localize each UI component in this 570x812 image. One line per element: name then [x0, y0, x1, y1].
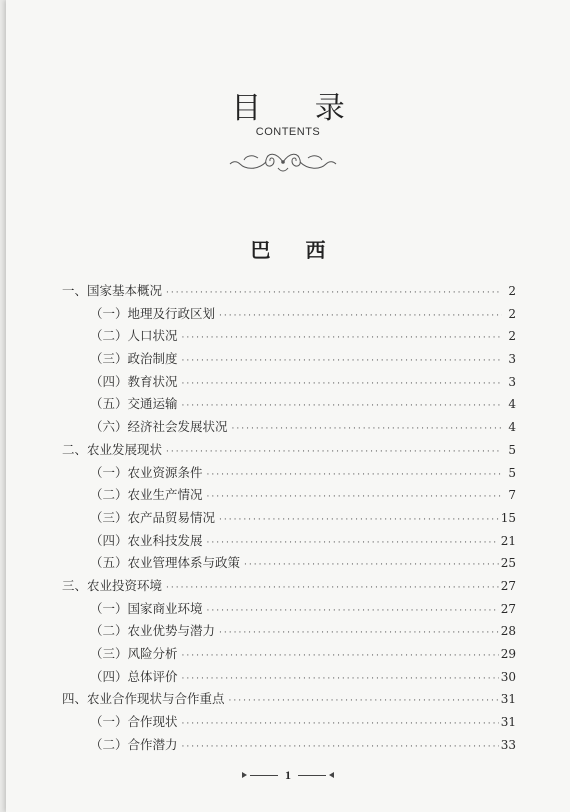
toc-section-row[interactable] [62, 462, 516, 485]
toc-entry-label: （三）农产品贸易情况 [90, 509, 216, 525]
toc-chapter-row[interactable] [62, 575, 516, 598]
toc-dot-leader [232, 418, 502, 441]
toc-entry-label: （二）农业优势与潜力 [90, 623, 216, 639]
toc-section-row[interactable] [62, 552, 516, 575]
flourish-ornament-icon [228, 148, 338, 176]
toc-page-number: 27 [500, 601, 516, 616]
toc-dot-leader [182, 736, 499, 759]
toc-dot-leader [182, 395, 502, 418]
toc-section-row[interactable] [62, 303, 516, 326]
toc-entry-label: （一）地理及行政区划 [90, 305, 216, 321]
toc-dot-leader [207, 600, 499, 623]
toc-page-number: 2 [508, 329, 516, 344]
toc-entry-label: 一、国家基本概况 [62, 283, 163, 298]
toc-dot-leader [219, 305, 502, 328]
toc-page-number: 4 [508, 397, 516, 412]
toc-section-row[interactable] [62, 507, 516, 530]
toc-section-row[interactable] [62, 666, 516, 689]
toc-page-number: 2 [508, 306, 516, 321]
page-footer [6, 766, 570, 782]
toc-section-row[interactable] [62, 371, 516, 394]
toc-dot-leader [207, 486, 502, 509]
toc-dot-leader [182, 327, 502, 350]
toc-dot-leader [166, 441, 502, 464]
toc-page-number: 5 [508, 465, 516, 480]
table-of-contents [62, 280, 516, 756]
toc-page-number: 29 [500, 647, 516, 661]
toc-page-number: 15 [500, 510, 516, 525]
toc-page-number: 27 [500, 578, 516, 593]
toc-entry-label: （二）农业生产情况 [90, 487, 203, 503]
toc-entry-label: （一）合作现状 [90, 714, 178, 730]
toc-dot-leader [166, 282, 502, 305]
toc-section-row[interactable] [62, 530, 516, 553]
toc-dot-leader [207, 464, 502, 487]
footer-right-rule [298, 775, 326, 776]
toc-page-number: 25 [500, 556, 516, 571]
toc-section-row[interactable] [62, 711, 516, 734]
footer-left-rule [250, 775, 278, 776]
toc-dot-leader [219, 509, 499, 532]
toc-chapter-row[interactable] [62, 688, 516, 711]
toc-chapter-row[interactable] [62, 280, 516, 303]
page-subtitle: CONTENTS [255, 126, 321, 138]
toc-page-number: 5 [508, 442, 516, 457]
toc-entry-label: 二、农业发展现状 [62, 441, 163, 457]
toc-entry-label: （五）交通运输 [90, 396, 178, 412]
toc-entry-label: （六）经济社会发展状况 [90, 419, 228, 435]
toc-dot-leader [219, 622, 499, 645]
toc-dot-leader [229, 690, 499, 713]
toc-dot-leader [244, 554, 499, 577]
footer-right-arrow-icon [329, 772, 334, 778]
toc-entry-label: （三）政治制度 [90, 351, 178, 367]
toc-entry-label: （五）农业管理体系与政策 [90, 555, 241, 571]
toc-page-number: 3 [508, 374, 516, 389]
toc-section-row[interactable] [62, 598, 516, 621]
toc-section-row[interactable] [62, 643, 516, 666]
toc-entry-label: （二）人口状况 [90, 328, 178, 344]
toc-section-row[interactable] [62, 484, 516, 507]
toc-page-number: 2 [508, 284, 516, 298]
toc-entry-label: （一）农业资源条件 [90, 464, 203, 480]
toc-page-number: 7 [508, 488, 516, 503]
toc-dot-leader [182, 645, 499, 668]
toc-dot-leader [182, 713, 499, 736]
toc-section-row[interactable] [62, 393, 516, 416]
toc-dot-leader [207, 532, 499, 555]
toc-entry-label: （二）合作潜力 [90, 736, 178, 752]
toc-dot-leader [182, 350, 502, 373]
page-title: 目 录 [231, 91, 367, 126]
toc-entry-label: 三、农业投资环境 [62, 577, 163, 593]
toc-page-number: 31 [500, 715, 516, 730]
toc-chapter-row[interactable] [62, 439, 516, 462]
toc-dot-leader [182, 668, 499, 691]
document-page [6, 0, 570, 812]
toc-section-row[interactable] [62, 734, 516, 757]
toc-page-number: 3 [508, 352, 516, 367]
toc-entry-label: （四）农业科技发展 [90, 532, 203, 548]
title-block [6, 92, 570, 138]
toc-section-row[interactable] [62, 620, 516, 643]
toc-page-number: 4 [508, 420, 516, 435]
country-section-title: 巴 西 [250, 238, 340, 262]
toc-page-number: 21 [500, 533, 516, 548]
page-number: 1 [285, 767, 291, 782]
toc-page-number: 28 [500, 624, 516, 639]
toc-dot-leader [166, 577, 499, 600]
toc-page-number: 31 [500, 692, 516, 707]
toc-entry-label: （四）总体评价 [90, 668, 178, 684]
toc-section-row[interactable] [62, 416, 516, 439]
toc-section-row[interactable] [62, 325, 516, 348]
toc-section-row[interactable] [62, 348, 516, 371]
toc-page-number: 33 [500, 737, 516, 752]
toc-dot-leader [182, 373, 502, 396]
footer-left-arrow-icon [242, 772, 247, 778]
toc-entry-label: 四、农业合作现状与合作重点 [62, 691, 225, 707]
toc-page-number: 30 [500, 669, 516, 684]
toc-entry-label: （一）国家商业环境 [90, 600, 203, 616]
toc-entry-label: （四）教育状况 [90, 373, 178, 389]
toc-entry-label: （三）风险分析 [90, 646, 178, 661]
